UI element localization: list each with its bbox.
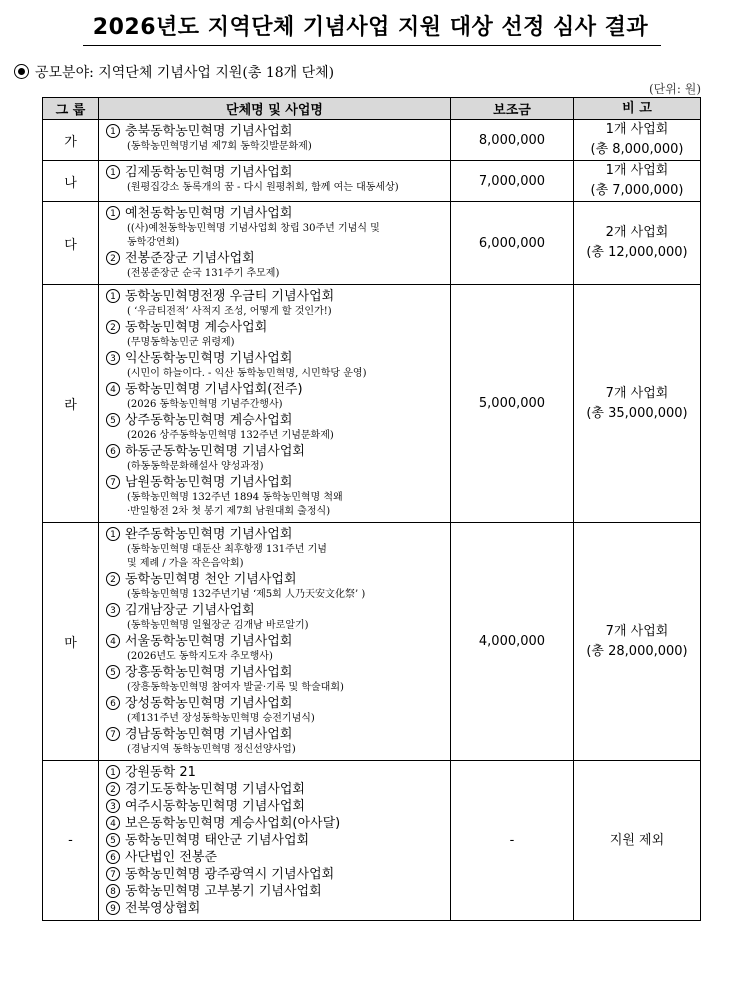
organizations-cell — [99, 761, 451, 921]
bullet-icon — [14, 64, 29, 79]
item-number-badge: 1 — [106, 527, 120, 541]
organization-item — [106, 571, 450, 588]
project-description: ·반일항전 2차 첫 봉기 제7회 남원대회 출정식) — [127, 506, 331, 517]
item-number-badge: 3 — [106, 603, 120, 617]
organization-item — [106, 900, 450, 917]
group-cell: 라 — [43, 285, 99, 523]
item-number-badge: 6 — [106, 850, 120, 864]
organization-name: 여주시동학농민혁명 기념사업회 — [125, 799, 305, 814]
table-row — [43, 523, 701, 761]
amount-cell: 6,000,000 — [451, 202, 574, 285]
project-description: (시민이 하늘이다. - 익산 동학농민혁명, 시민학당 운영) — [127, 368, 367, 379]
organization-item — [106, 798, 450, 815]
organization-name: 전북영상협회 — [125, 901, 201, 916]
organization-item — [106, 664, 450, 681]
table-row — [43, 120, 701, 161]
item-number-badge: 1 — [106, 206, 120, 220]
organization-name: 동학농민혁명전쟁 우금티 기념사업회 — [125, 289, 335, 304]
organization-name: 동학농민혁명 천안 기념사업회 — [125, 572, 297, 587]
organization-name: 전봉준장군 기념사업회 — [125, 251, 255, 266]
table-header-row — [43, 98, 701, 120]
project-description: (전봉준장군 순국 131주기 추모제) — [127, 268, 280, 279]
organization-name: 동학농민혁명 광주광역시 기념사업회 — [125, 867, 335, 882]
item-number-badge: 5 — [106, 413, 120, 427]
organizations-cell — [99, 120, 451, 161]
organization-name: 경기도동학농민혁명 기념사업회 — [125, 782, 305, 797]
item-number-badge: 1 — [106, 765, 120, 779]
organization-item — [106, 412, 450, 429]
organization-name: 남원동학농민혁명 기념사업회 — [125, 475, 293, 490]
item-number-badge: 3 — [106, 799, 120, 813]
project-description: 동학강연회) — [127, 237, 180, 248]
note-cell — [574, 120, 701, 161]
organization-item — [106, 443, 450, 460]
item-number-badge: 1 — [106, 165, 120, 179]
organization-name: 사단법인 전봉준 — [125, 850, 218, 865]
note-count: 1개 사업회 — [605, 122, 669, 137]
organization-item — [106, 726, 450, 743]
item-number-badge: 7 — [106, 475, 120, 489]
document-title: 2026년도 지역단체 기념사업 지원 대상 선정 심사 결과 — [92, 15, 649, 40]
note-total: (총 28,000,000) — [586, 643, 688, 659]
item-number-badge: 6 — [106, 696, 120, 710]
organization-name: 예천동학농민혁명 기념사업회 — [125, 206, 293, 221]
organization-item — [106, 288, 450, 305]
item-number-badge: 1 — [106, 124, 120, 138]
item-number-badge: 2 — [106, 320, 120, 334]
organizations-cell — [99, 161, 451, 202]
organization-item — [106, 381, 450, 398]
project-description: (원평집강소 동록개의 꿈 - 다시 원평취회, 함께 여는 대동세상) — [127, 182, 399, 193]
organization-name: 동학농민혁명 계승사업회 — [125, 320, 268, 335]
project-description: (장흥동학농민혁명 참여자 발굴·기록 및 학술대회) — [127, 682, 344, 693]
item-number-badge: 4 — [106, 382, 120, 396]
item-number-badge: 2 — [106, 782, 120, 796]
table-row — [43, 161, 701, 202]
project-description: (2026 동학농민혁명 기념주간행사) — [127, 399, 283, 410]
organization-name: 익산동학농민혁명 기념사업회 — [125, 351, 293, 366]
organization-name: 서울동학농민혁명 기념사업회 — [125, 634, 293, 649]
organization-item — [106, 205, 450, 222]
group-cell: 다 — [43, 202, 99, 285]
header-name: 단체명 및 사업명 — [99, 98, 451, 120]
organization-item — [106, 832, 450, 849]
organization-item — [106, 164, 450, 181]
organization-item — [106, 474, 450, 491]
header-note: 비 고 — [574, 98, 701, 120]
note-cell — [574, 285, 701, 523]
organization-item — [106, 526, 450, 543]
organization-name: 보은동학농민혁명 계승사업회(아사달) — [125, 816, 341, 831]
organization-name: 김개남장군 기념사업회 — [125, 603, 255, 618]
organization-name: 경남동학농민혁명 기념사업회 — [125, 727, 293, 742]
note-cell — [574, 761, 701, 921]
organization-item — [106, 602, 450, 619]
organization-item — [106, 633, 450, 650]
group-cell: 나 — [43, 161, 99, 202]
organization-name: 완주동학농민혁명 기념사업회 — [125, 527, 293, 542]
amount-cell: 4,000,000 — [451, 523, 574, 761]
organization-name: 장흥동학농민혁명 기념사업회 — [125, 665, 293, 680]
organization-name: 장성동학농민혁명 기념사업회 — [125, 696, 293, 711]
header-amount: 보조금 — [451, 98, 574, 120]
amount-cell: - — [451, 761, 574, 921]
organizations-cell — [99, 285, 451, 523]
project-description: (동학농민혁명 일월장군 김개남 바로알기) — [127, 620, 309, 631]
organization-item — [106, 849, 450, 866]
organization-name: 동학농민혁명 태안군 기념사업회 — [125, 833, 310, 848]
project-description: (동학농민혁명기념 제7회 동학깃발문화제) — [127, 141, 312, 152]
project-description: (2026 상주동학농민혁명 132주년 기념문화제) — [127, 430, 334, 441]
item-number-badge: 6 — [106, 444, 120, 458]
application-field — [14, 62, 334, 82]
note-count: 2개 사업회 — [605, 225, 669, 240]
item-number-badge: 5 — [106, 665, 120, 679]
organization-item — [106, 350, 450, 367]
project-description: (무명동학농민군 위령제) — [127, 337, 235, 348]
project-description: ((사)예천동학농민혁명 기념사업회 창립 30주년 기념식 및 — [127, 223, 380, 234]
project-description: (동학농민혁명 대둔산 최후항쟁 131주년 기념 — [127, 544, 327, 555]
organization-name: 동학농민혁명 고부봉기 기념사업회 — [125, 884, 322, 899]
unit-note: (단위: 원) — [649, 82, 701, 96]
table-row — [43, 202, 701, 285]
item-number-badge: 4 — [106, 634, 120, 648]
project-description: (동학농민혁명 132주년기념 ‘제5회 人乃天安文化祭’ ) — [127, 589, 366, 600]
organization-item — [106, 123, 450, 140]
organization-name: 강원동학 21 — [125, 765, 196, 780]
note-total: (총 8,000,000) — [590, 142, 684, 157]
organization-name: 동학농민혁명 기념사업회(전주) — [125, 382, 303, 397]
item-number-badge: 4 — [106, 816, 120, 830]
item-number-badge: 5 — [106, 833, 120, 847]
project-description: (동학농민혁명 132주년 1894 동학농민혁명 척왜 — [127, 492, 343, 503]
note-total: (총 7,000,000) — [590, 183, 684, 198]
note-cell — [574, 161, 701, 202]
note-cell — [574, 202, 701, 285]
organization-name: 하동군동학농민혁명 기념사업회 — [125, 444, 305, 459]
note-count: 지원 제외 — [609, 832, 665, 848]
organization-name: 김제동학농민혁명 기념사업회 — [125, 165, 293, 180]
project-description: (하동동학문화해설사 양성과정) — [127, 461, 264, 472]
item-number-badge: 7 — [106, 867, 120, 881]
organization-item — [106, 866, 450, 883]
item-number-badge: 2 — [106, 572, 120, 586]
project-description: ( ‘우금티전적’ 사적지 조성, 어떻게 할 것인가!) — [127, 306, 332, 317]
item-number-badge: 3 — [106, 351, 120, 365]
table-body — [43, 120, 701, 921]
note-total: (총 12,000,000) — [586, 245, 688, 260]
organizations-cell — [99, 523, 451, 761]
organization-name: 상주동학농민혁명 계승사업회 — [125, 413, 293, 428]
note-total: (총 35,000,000) — [586, 405, 688, 421]
organization-item — [106, 883, 450, 900]
item-number-badge: 2 — [106, 251, 120, 265]
organization-item — [106, 764, 450, 781]
organization-item — [106, 319, 450, 336]
amount-cell: 5,000,000 — [451, 285, 574, 523]
amount-cell: 8,000,000 — [451, 120, 574, 161]
project-description: (제131주년 장성동학농민혁명 승전기념식) — [127, 713, 315, 724]
group-cell: 마 — [43, 523, 99, 761]
organization-name: 충북동학농민혁명 기념사업회 — [125, 124, 293, 139]
organization-item — [106, 695, 450, 712]
organization-item — [106, 250, 450, 267]
item-number-badge: 9 — [106, 901, 120, 915]
amount-cell: 7,000,000 — [451, 161, 574, 202]
note-count: 7개 사업회 — [605, 385, 669, 401]
table-row — [43, 761, 701, 921]
note-count: 1개 사업회 — [605, 163, 669, 178]
organizations-cell — [99, 202, 451, 285]
header-group: 그 룹 — [43, 98, 99, 120]
project-description: (경남지역 동학농민혁명 정신선양사업) — [127, 744, 296, 755]
organization-item — [106, 815, 450, 832]
application-field-text: 공모분야: 지역단체 기념사업 지원(총 18개 단체) — [35, 65, 335, 81]
organization-item — [106, 781, 450, 798]
note-cell — [574, 523, 701, 761]
table-row — [43, 285, 701, 523]
group-cell: 가 — [43, 120, 99, 161]
results-table — [42, 97, 701, 921]
project-description: 및 제례 / 가을 작은음악회) — [127, 558, 244, 569]
title-underline — [83, 45, 661, 46]
project-description: (2026년도 동학지도자 추모행사) — [127, 651, 273, 662]
note-count: 7개 사업회 — [605, 623, 669, 639]
item-number-badge: 8 — [106, 884, 120, 898]
item-number-badge: 7 — [106, 727, 120, 741]
group-cell: - — [43, 761, 99, 921]
item-number-badge: 1 — [106, 289, 120, 303]
